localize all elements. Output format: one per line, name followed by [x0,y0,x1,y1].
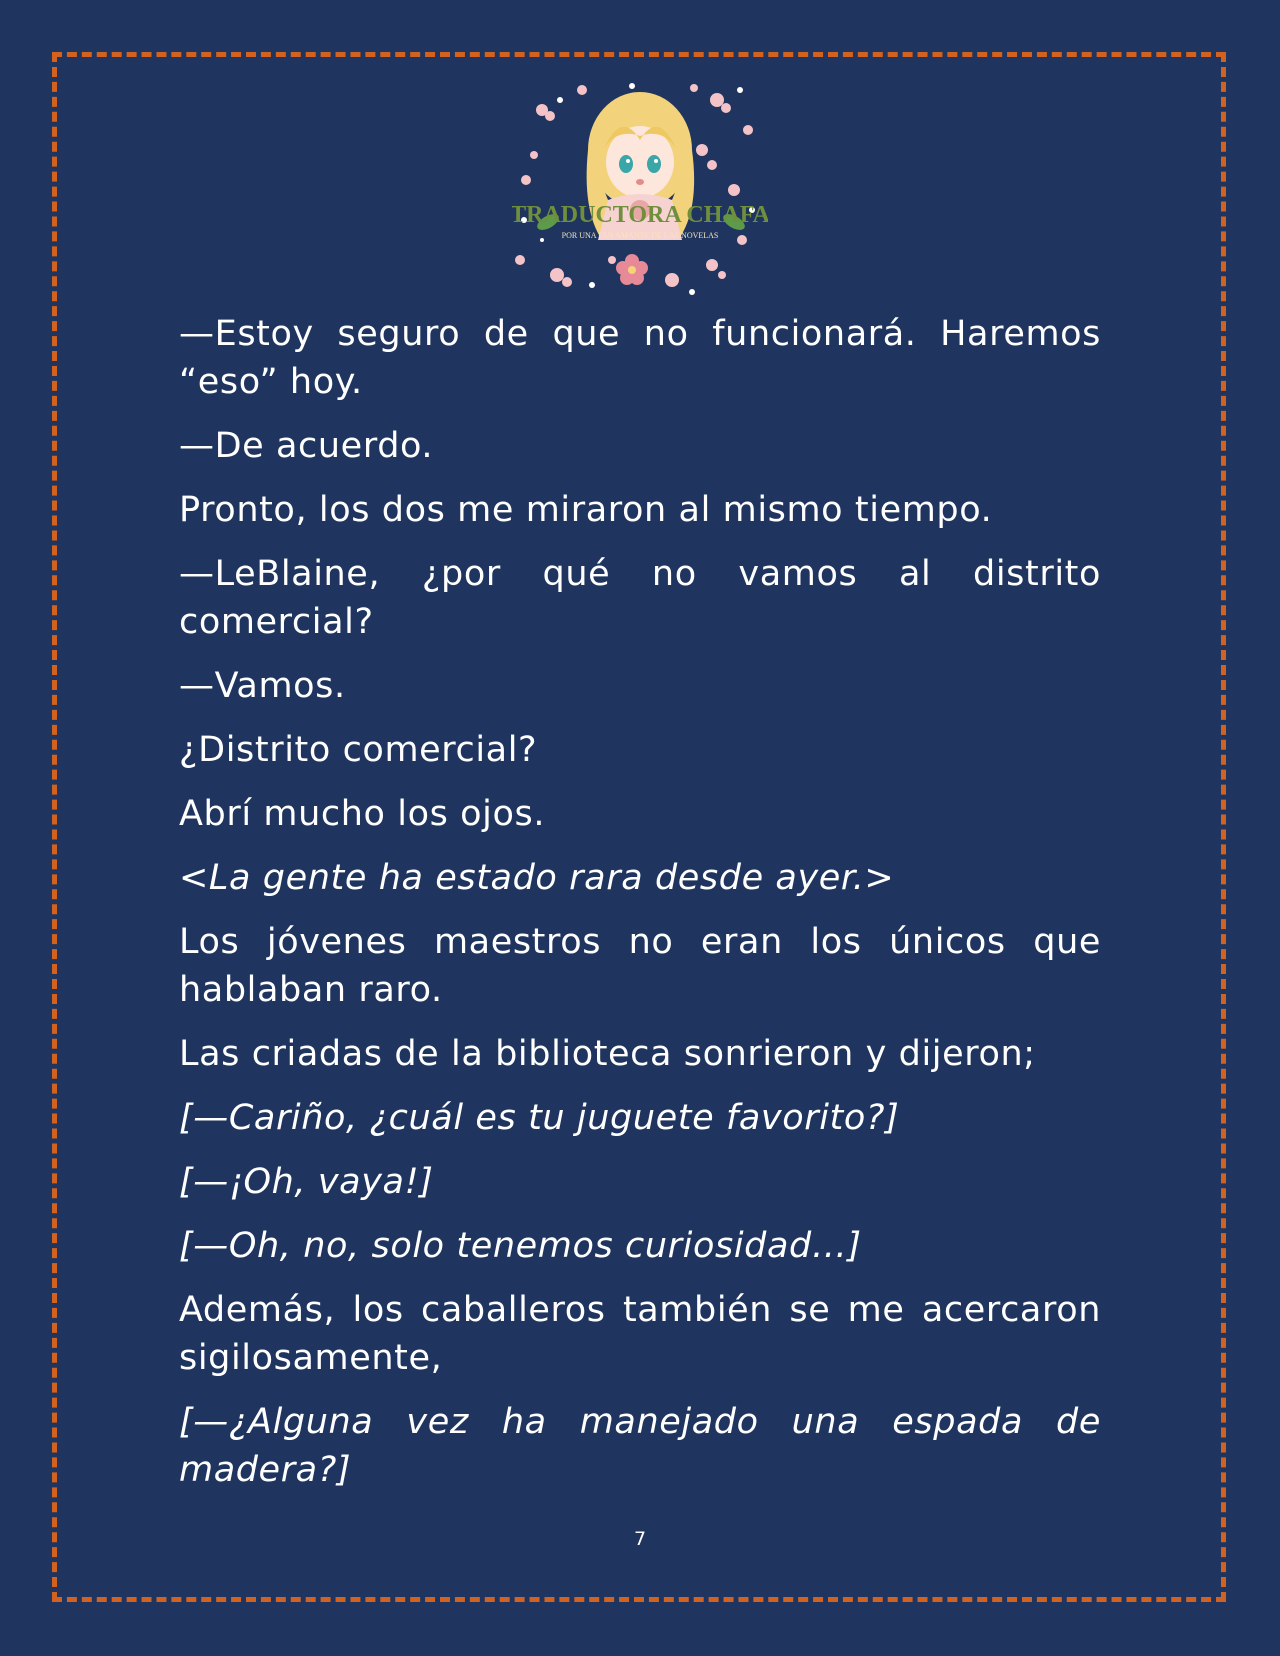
dialogue-paragraph: [—¡Oh, vaya!] [179,1162,434,1202]
text-body [179,310,1101,1510]
logo-illustration-icon [512,70,768,300]
paragraph: Pronto, los dos me miraron al mismo tiempo. [179,490,993,530]
paragraph: Las criadas de la biblioteca sonrieron y dijeron; [179,1034,1036,1074]
paragraph: —De acuerdo. [179,426,434,466]
paragraph: —Estoy seguro de que no funcionará. Haremos “eso” hoy. [179,314,1101,402]
dialogue-paragraph: <La gente ha estado rara desde ayer.> [179,858,895,898]
dialogue-paragraph: [—Oh, no, solo tenemos curiosidad…] [179,1226,862,1266]
logo [512,70,768,300]
paragraph: Los jóvenes maestros no eran los únicos que hablaban raro. [179,922,1101,1010]
page-number: 7 [633,1528,647,1550]
paragraph: ¿Distrito comercial? [179,730,538,770]
paragraph: Abrí mucho los ojos. [179,794,546,834]
dialogue-paragraph: [—Cariño, ¿cuál es tu juguete favorito?] [179,1098,900,1138]
paragraph: —LeBlaine, ¿por qué no vamos al distrito comercial? [179,554,1101,642]
dialogue-paragraph: [—¿Alguna vez ha manejado una espada de madera?] [179,1402,1101,1490]
paragraph: —Vamos. [179,666,346,706]
logo-title: TRADUCTORA CHAFA [512,202,768,228]
paragraph: Además, los caballeros también se me acercaron sigilosamente, [179,1290,1101,1378]
logo-tagline: POR UNA FAN AMANTE DE LAS NOVELAS [561,231,719,240]
